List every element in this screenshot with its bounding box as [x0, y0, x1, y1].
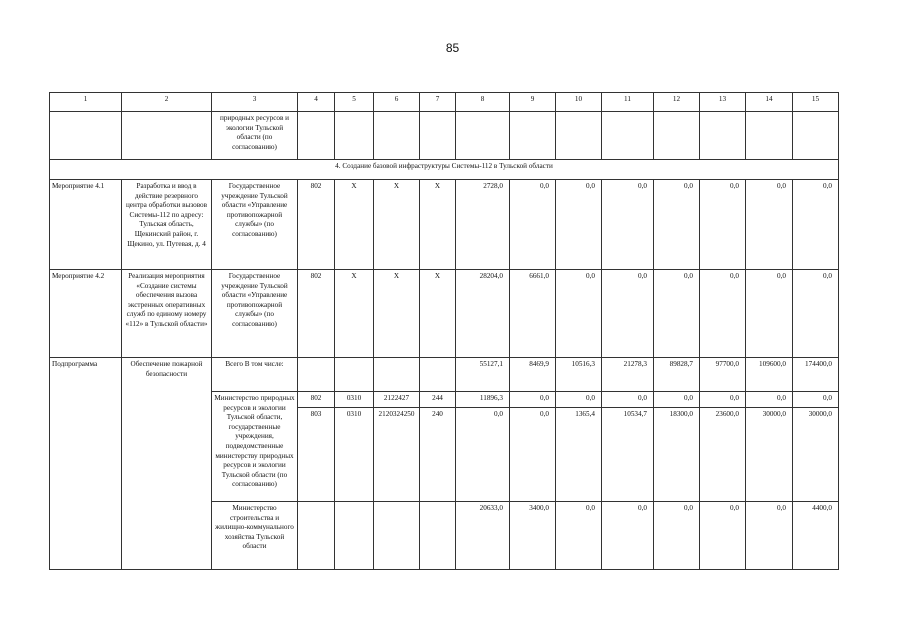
csr-cell: 2120324250 — [374, 408, 420, 502]
header-cell: 14 — [746, 93, 793, 112]
value-cell: 0,0 — [602, 392, 654, 408]
value-cell: 0,0 — [700, 392, 746, 408]
header-cell: 1 — [50, 93, 122, 112]
measure-code: Мероприятие 4.2 — [50, 270, 122, 358]
continuation-row — [50, 112, 839, 160]
executor-cell: Министерство природных ресурсов и экологии Тульской области, государственные учреждения, подведомственные министерству природных ресурсов и экологии Тульской области (по согласованию) — [212, 392, 298, 502]
value-cell: 30000,0 — [746, 408, 793, 502]
header-cell: 5 — [335, 93, 374, 112]
header-cell: 2 — [122, 93, 212, 112]
total-label: Всего В том числе: — [212, 358, 298, 392]
value-cell: 0,0 — [510, 392, 556, 408]
table-row — [50, 358, 839, 392]
csr-cell: 2122427 — [374, 392, 420, 408]
value-cell: 0,0 — [793, 180, 839, 270]
measure-name: Разработка и ввод в действие резервного центра обработки вызовов Системы-112 по адресу: Тульская область, Щекинский район, г. Щекино, ул. Путевая, д. 4 — [122, 180, 212, 270]
value-cell: 0,0 — [556, 270, 602, 358]
header-cell: 11 — [602, 93, 654, 112]
value-cell: 0,0 — [793, 270, 839, 358]
value-cell: 0,0 — [793, 392, 839, 408]
header-cell: 4 — [298, 93, 335, 112]
rzpr-cell: Х — [335, 180, 374, 270]
value-cell: 2728,0 — [456, 180, 510, 270]
value-cell: 0,0 — [746, 180, 793, 270]
executor-cell: Министерство строительства и жилищно-коммунального хозяйства Тульской области — [212, 502, 298, 570]
rzpr-cell: 0310 — [335, 392, 374, 408]
value-cell: 23600,0 — [700, 408, 746, 502]
grbs-cell: 802 — [298, 392, 335, 408]
measure-code: Мероприятие 4.1 — [50, 180, 122, 270]
value-cell: 0,0 — [746, 270, 793, 358]
header-row — [50, 93, 839, 112]
subprogram-code: Подпрограмма — [50, 358, 122, 570]
header-cell: 10 — [556, 93, 602, 112]
budget-table — [49, 92, 839, 570]
section-title: 4. Создание базовой инфраструктуры Системы-112 в Тульской области — [50, 160, 839, 180]
vr-cell: Х — [420, 270, 456, 358]
value-cell: 0,0 — [602, 502, 654, 570]
value-cell: 0,0 — [654, 270, 700, 358]
csr-cell: Х — [374, 180, 420, 270]
value-cell: 18300,0 — [654, 408, 700, 502]
value-cell: 0,0 — [746, 502, 793, 570]
header-cell: 3 — [212, 93, 298, 112]
grbs-cell: 803 — [298, 408, 335, 502]
value-cell: 0,0 — [700, 502, 746, 570]
vr-cell: Х — [420, 180, 456, 270]
subprogram-name: Обеспечение пожарной безопасности — [122, 358, 212, 570]
value-cell: 4400,0 — [793, 502, 839, 570]
total-cell: 55127,1 — [456, 358, 510, 392]
value-cell: 0,0 — [456, 408, 510, 502]
executor-cell: Государственное учреждение Тульской области «Управление противопожарной службы» (по согласованию) — [212, 180, 298, 270]
total-cell: 89828,7 — [654, 358, 700, 392]
value-cell: 10534,7 — [602, 408, 654, 502]
measure-name: Реализация мероприятия «Создание системы обеспечения вызова экстренных оперативных служб по единому номеру «112» в Тульской области» — [122, 270, 212, 358]
grbs-cell: 802 — [298, 180, 335, 270]
total-cell: 109600,0 — [746, 358, 793, 392]
value-cell: 0,0 — [700, 270, 746, 358]
csr-cell: Х — [374, 270, 420, 358]
rzpr-cell: Х — [335, 270, 374, 358]
page-number: 85 — [445, 41, 460, 55]
value-cell: 1365,4 — [556, 408, 602, 502]
executor-cell: природных ресурсов и экологии Тульской области (по согласованию) — [212, 112, 298, 160]
vr-cell: 244 — [420, 392, 456, 408]
value-cell: 6661,0 — [510, 270, 556, 358]
header-cell: 9 — [510, 93, 556, 112]
value-cell: 0,0 — [602, 270, 654, 358]
value-cell: 0,0 — [510, 180, 556, 270]
value-cell: 0,0 — [654, 180, 700, 270]
value-cell: 28204,0 — [456, 270, 510, 358]
header-cell: 8 — [456, 93, 510, 112]
total-cell: 8469,9 — [510, 358, 556, 392]
header-cell: 7 — [420, 93, 456, 112]
value-cell: 11896,3 — [456, 392, 510, 408]
total-cell: 21278,3 — [602, 358, 654, 392]
value-cell: 0,0 — [556, 392, 602, 408]
header-cell: 13 — [700, 93, 746, 112]
total-cell: 174400,0 — [793, 358, 839, 392]
value-cell: 30000,0 — [793, 408, 839, 502]
header-cell: 15 — [793, 93, 839, 112]
rzpr-cell: 0310 — [335, 408, 374, 502]
total-cell: 10516,3 — [556, 358, 602, 392]
value-cell: 0,0 — [556, 180, 602, 270]
value-cell: 3400,0 — [510, 502, 556, 570]
table-row — [50, 270, 839, 358]
value-cell: 0,0 — [654, 502, 700, 570]
executor-cell: Государственное учреждение Тульской области «Управление противопожарной службы» (по согласованию) — [212, 270, 298, 358]
section-row — [50, 160, 839, 180]
value-cell: 0,0 — [746, 392, 793, 408]
table-row — [50, 180, 839, 270]
value-cell: 0,0 — [700, 180, 746, 270]
value-cell: 0,0 — [602, 180, 654, 270]
header-cell: 12 — [654, 93, 700, 112]
value-cell: 0,0 — [654, 392, 700, 408]
grbs-cell: 802 — [298, 270, 335, 358]
value-cell: 0,0 — [510, 408, 556, 502]
value-cell: 0,0 — [556, 502, 602, 570]
total-cell: 97700,0 — [700, 358, 746, 392]
header-cell: 6 — [374, 93, 420, 112]
value-cell: 20633,0 — [456, 502, 510, 570]
vr-cell: 240 — [420, 408, 456, 502]
